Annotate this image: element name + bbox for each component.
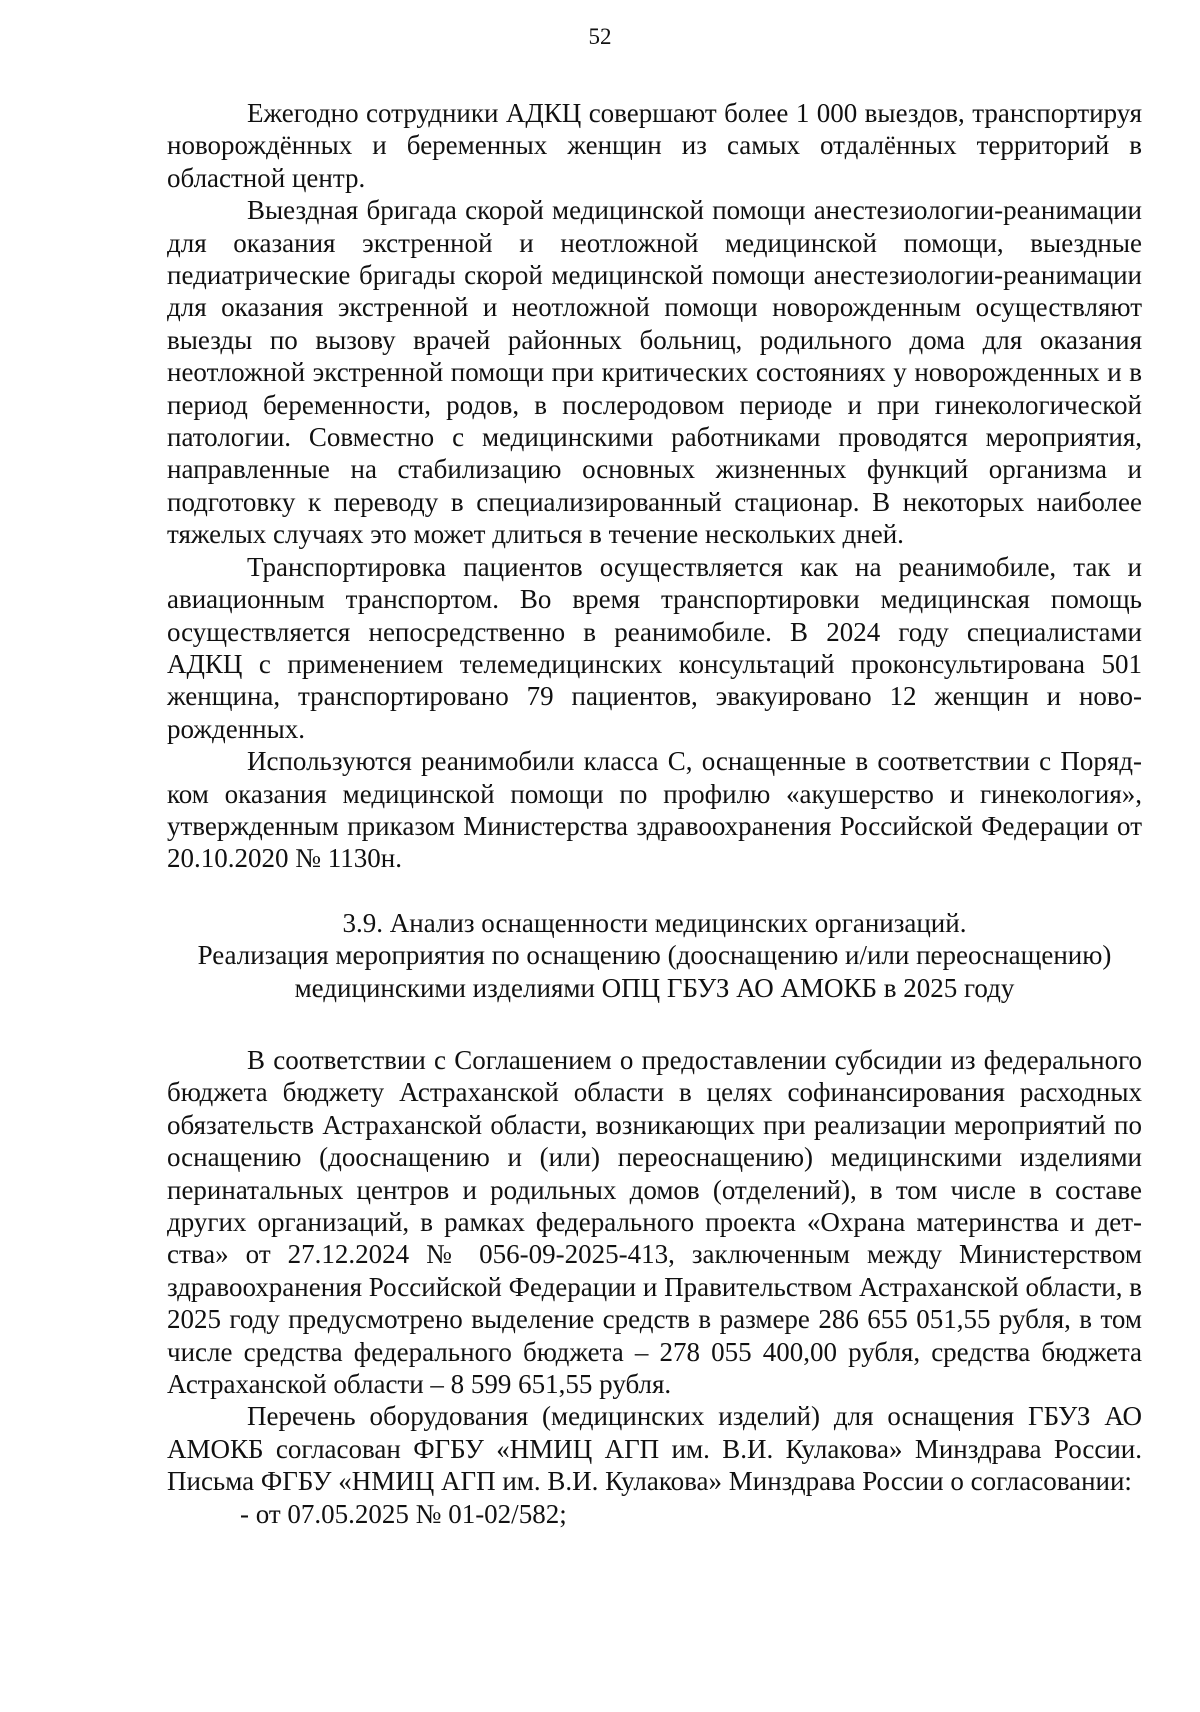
list-item-letter: - от 07.05.2025 № 01-02/582; <box>240 1498 567 1529</box>
section-heading <box>167 907 1142 1004</box>
paragraph-equipment-list: Перечень оборудования (медицинских изделий) для оснащения ГБУЗ АО АМОКБ согласован ФГБУ «НМИЦ АГП им. В.И. Кулакова» Минздрава России. Письма ФГБУ «НМИЦ АГП им. В.И. Кулакова» Минздрава России о согласовании: <box>167 1401 1142 1497</box>
paragraph-adkc-trips: Ежегодно сотрудники АДКЦ совершают более 1 000 выездов, транспортируя новорождённых и беременных женщин из самых отдалённых территорий в областной центр. <box>167 98 1142 193</box>
section-heading-line-1: 3.9. Анализ оснащенности медицинских организаций. <box>342 907 967 938</box>
page-number: 52 <box>588 24 612 49</box>
section-heading-line-2: Реализация мероприятия по оснащению (дооснащению и/или переоснащению) медицинскими изделиями ОПЦ ГБУЗ АО АМОКБ в 2025 году <box>197 940 1112 1003</box>
paragraph-transportation: Транспортировка пациентов осуществляется как на реанимобиле, так и авиационным транспортом. Во время транспортировки медицинская помощь осуществляется непосредственно в реанимобиле. В 2024 году специалистами АДКЦ с применением телемедицинских консультаций проконсультирована 501 женщина, транспортировано 79 пациентов, эвакуировано 12 женщин и новорожденных. <box>167 551 1142 744</box>
document-body <box>167 97 1142 1530</box>
paragraph-subsidy-agreement: В соответствии с Соглашением о предоставлении субсидии из федерального бюджета бюджету Астраханской области в целях софинансирования расходных обязательств Астраханской области, возникающих при реализации мероприятий по оснащению (дооснащению и (или) переоснащению) медицинскими изделиями перинатальных центров и родильных домов (отделений), в том числе в составе других организаций, в рамках федерального проекта «Охрана материнства и детства» от 27.12.2024 № 056-09-2025-413, заключенным между Министерством здравоохранения Российской Федерации и Правительством Астраханской области, в 2025 году предусмотрено выделение средств в размере 286 655 051,55 рубля, в том числе средства федерального бюджета – 278 055 400,00 рубля, средства бюджета Астраханской области – 8 599 651,55 рубля. <box>167 1044 1142 1400</box>
paragraph-field-teams: Выездная бригада скорой медицинской помощи анестезиологии-реанимации для оказания экстренной и неотложной медицинской помощи, выездные педиатрические бригады скорой медицинской помощи анестезиологии-реанимации для оказания экстренной и неотложной помощи новорожденным осуществляют выезды по вызову врачей районных больниц, родильного дома для оказания неотложной экстренной помощи при критических состояниях у новорожденных и в период беременности, родов, в послеродовом периоде и при гинекологической патологии. Совместно с медицинскими работниками проводятся мероприятия, направленные на стабилизацию основных жизненных функций организма и подготовку к переводу в специализированный стационар. В некоторых наиболее тяжелых случаях это может длиться в течение нескольких дней. <box>167 195 1142 550</box>
paragraph-ambulances: Используются реанимобили класса С, оснащенные в соответствии с Порядком оказания медицинской помощи по профилю «акушерство и гинекология», утвержденным приказом Министерства здравоохранения Российской Федерации от 20.10.2020 № 1130н. <box>167 746 1142 874</box>
